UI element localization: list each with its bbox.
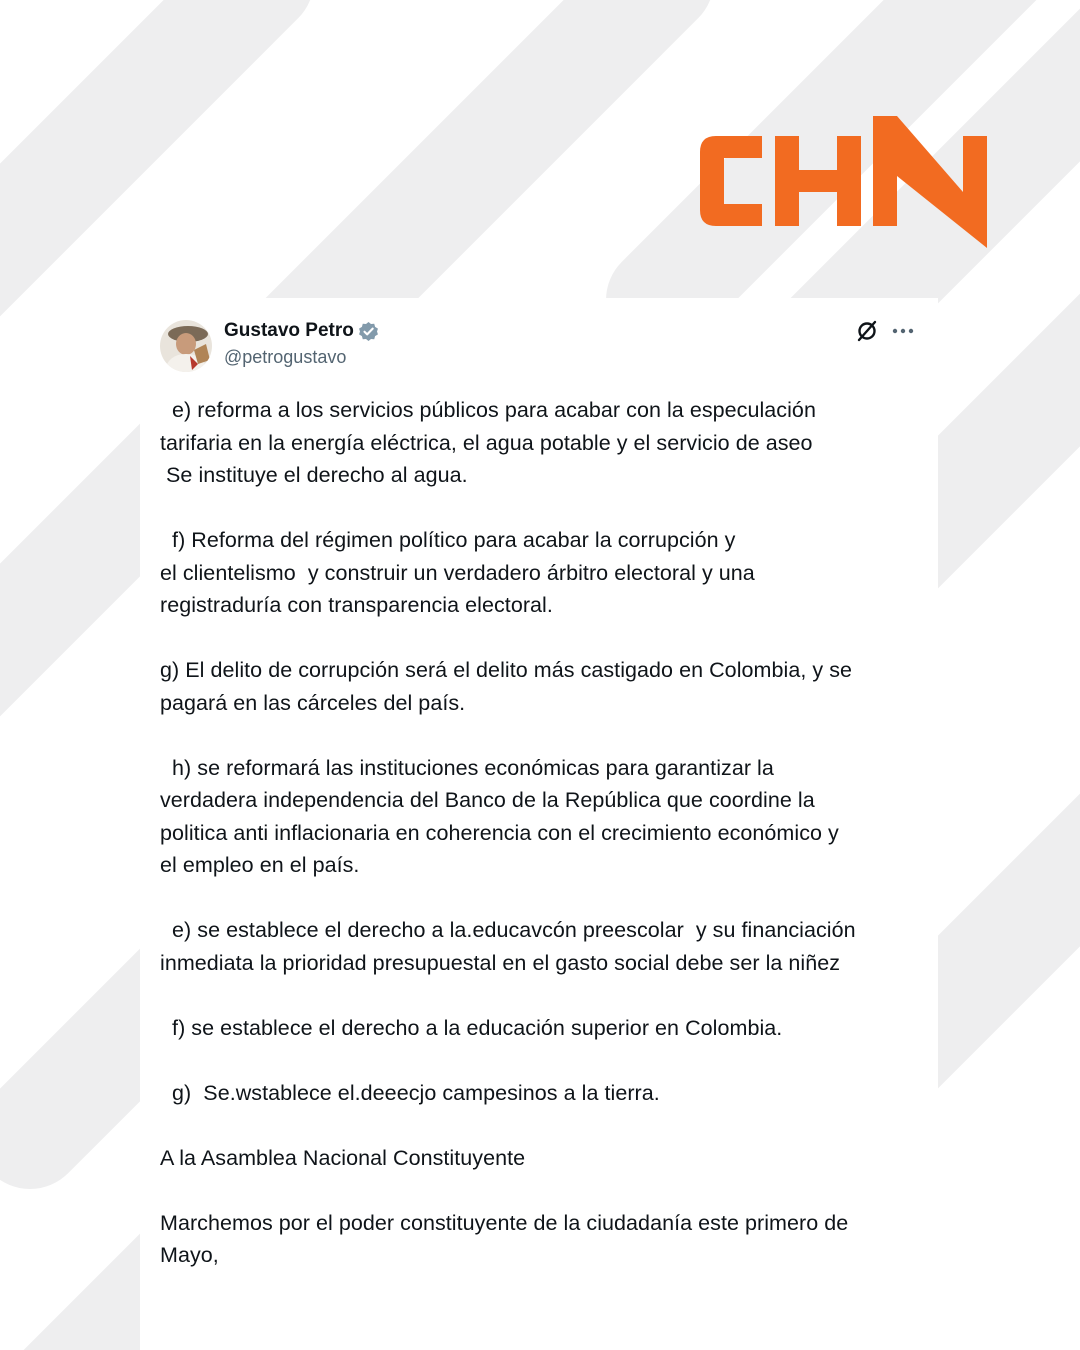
tweet-paragraph [160,1077,930,1110]
tweet-line: e) se establece el derecho a la.educavcón preescolar y su financiación [160,918,856,942]
tweet-line: f) Reforma del régimen político para acabar la corrupción y [160,528,736,552]
tweet-line: pagará en las cárceles del país. [160,690,466,715]
tweet-line: el empleo en el país. [160,853,360,877]
tweet-line: g) El delito de corrupción será el delito más castigado en Colombia, y se [160,658,853,682]
grok-icon[interactable] [856,320,878,342]
author-name[interactable]: Gustavo Petro [224,320,354,341]
avatar-image [160,320,212,372]
tweet-line: Mayo, [160,1243,219,1267]
tweet-line: tarifaria en la energía eléctrica, el agua potable y el servicio de aseo [160,430,813,455]
verified-badge-icon [358,321,379,342]
display-name-row [224,318,379,344]
tweet-line: e) reforma a los servicios públicos para acabar con la especulación [160,398,816,422]
tweet-line: el clientelismo y construir un verdadero árbitro electoral y una [160,560,755,585]
tweet-paragraph [160,914,930,979]
tweet-line: g) Se.wstablece el.deeecjo campesinos a la tierra. [160,1080,660,1105]
more-options-icon[interactable] [892,328,914,334]
tweet-line: f) se establece el derecho a la educación superior en Colombia. [160,1015,783,1040]
tweet-line: registraduría con transparencia electoral. [160,593,553,617]
tweet-paragraph [160,1012,930,1045]
user-info [224,318,379,368]
tweet-paragraph [160,752,930,882]
tweet-card [140,298,938,1350]
tweet-paragraph [160,524,930,622]
tweet-line: Se instituye el derecho al agua. [160,463,468,487]
tweet-paragraph [160,1142,930,1175]
tweet-line: politica anti inflacionaria en coherencia con el crecimiento económico y [160,820,839,845]
tweet-paragraph [160,394,930,492]
author-handle[interactable]: @petrogustavo [224,347,347,367]
tweet-line: Marchemos por el poder constituyente de la ciudadanía este primero de [160,1210,849,1235]
tweet-line: inmediata la prioridad presupuestal en el gasto social debe ser la niñez [160,950,841,975]
tweet-text [160,394,930,1304]
tweet-line: A la Asamblea Nacional Constituyente [160,1145,526,1170]
tweet-paragraph [160,1207,930,1272]
tweet-paragraph [160,654,930,719]
chn-logo [698,114,990,250]
tweet-line: h) se reformará las instituciones económicas para garantizar la [160,755,774,780]
avatar[interactable] [160,320,212,372]
tweet-line: verdadera independencia del Banco de la República que coordine la [160,788,815,812]
